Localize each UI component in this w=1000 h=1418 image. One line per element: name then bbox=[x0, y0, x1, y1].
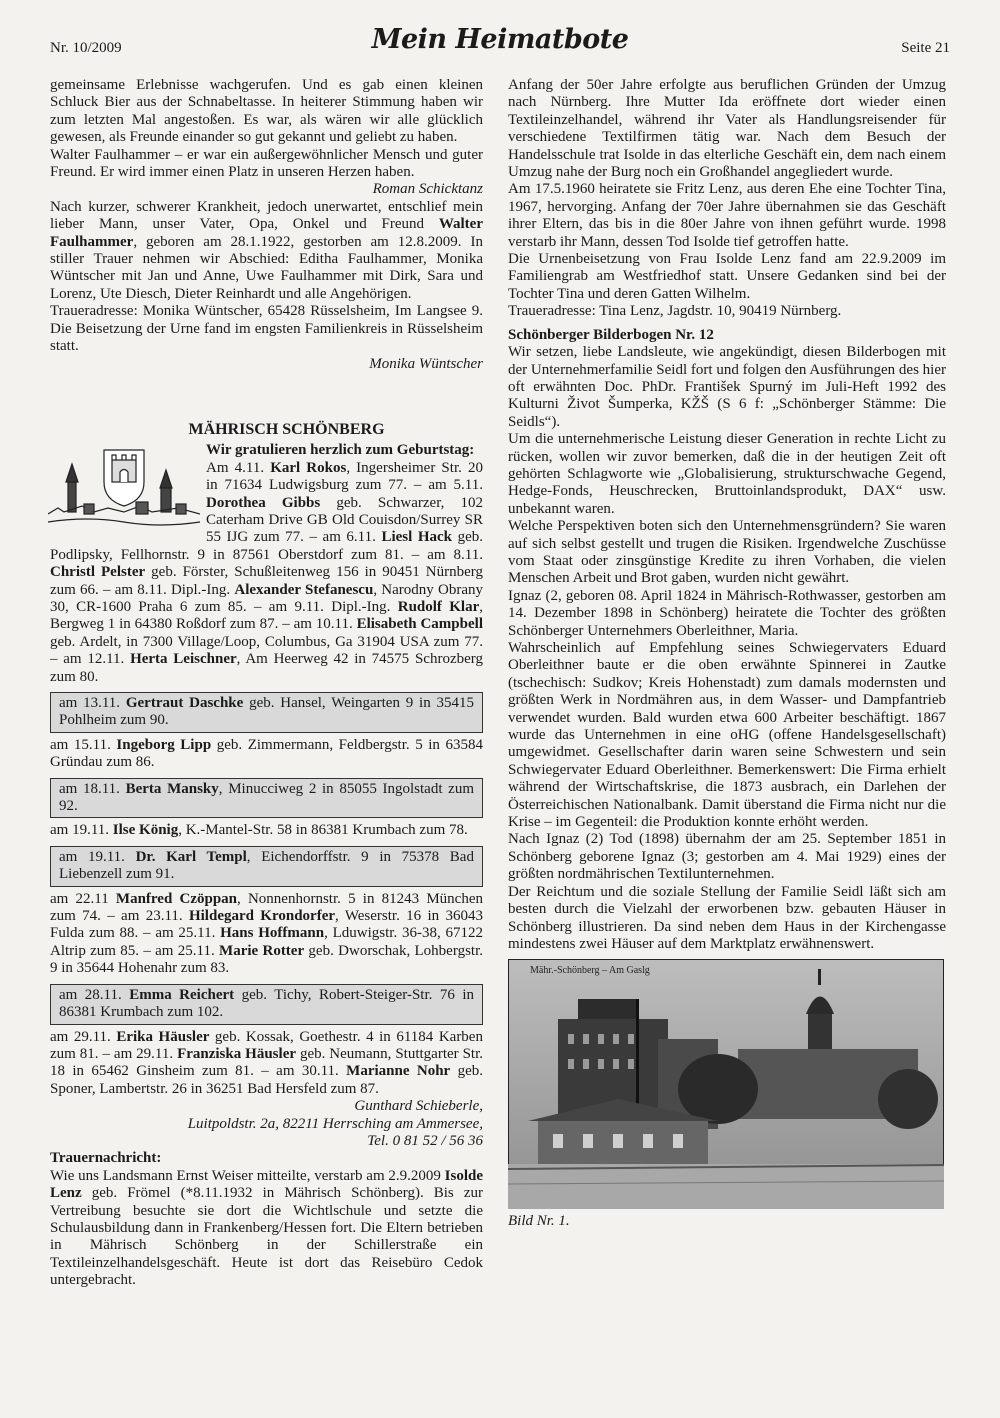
historic-photo bbox=[508, 959, 944, 1209]
trauer-text: Wie uns Landsmann Ernst Weiser mitteilte, verstarb am 2.9.2009 Isolde Lenz geb. Frömel (*8.11.1932 in Mährisch Schönberg). Bis zur Vertreibung besuchte sie dort die Wichtlschule und setzte die Schulausbildung dann in Frankenberg/Hessen fort. Die Eltern betrieben in Mährisch Schönberg in der Schillerstraße ein Textileinzelhandelsgeschäft. Heute ist dort das Reisebüro Cedok untergebracht. bbox=[50, 1167, 483, 1289]
birthday-box-daschke: am 13.11. Gertraut Daschke geb. Hansel, Weingarten 9 in 35415 Pohlheim zum 90. bbox=[50, 692, 483, 733]
lenz-address: Traueradresse: Tina Lenz, Jagdstr. 10, 90419 Nürnberg. bbox=[508, 303, 842, 320]
page-number: Seite 21 bbox=[901, 40, 950, 56]
bilderbogen-text-2: Um die unternehmerische Leistung dieser Generation in rechte Licht zu rücken, wollen wir zuvor bemerken, daß die in der heutigen Zeit oft gehörten Schlagworte wie „Globalisierung, strukturschwache Gegend, Hedge-Fonds, Heuschrecken, Bruttoinlandsprodukt, DAX“ usw. unbekannt waren. bbox=[508, 431, 946, 517]
lenz-text-3: Die Urnenbeisetzung von Frau Isolde Lenz fand am 22.9.2009 im Familiengrab am Westfriedhof statt. Unsere Gedanken sind bei der Tochter Tina und deren Gatten Wilhelm. bbox=[508, 251, 946, 302]
masthead-logo: Mein Heimatbote bbox=[371, 24, 629, 55]
photo-label: Mähr.-Schönberg – Am Gaslg bbox=[530, 965, 650, 977]
lenz-text-2: Am 17.5.1960 heiratete sie Fritz Lenz, aus deren Ehe eine Tochter Tina, 1967, hervorging. Anfang der 70er Jahre übernahmen sie das Geschäft ihrer Eltern, das bis in die 80er Jahre von ihnen geführt wurde. 1998 verstarb ihr Mann, dessen Tod Isolde tief getroffen hatte. bbox=[508, 181, 946, 250]
faulhammer-text-1: gemeinsame Erlebnisse wachgerufen. Und es gab einen kleinen Schluck Bier aus der Schnabeltasse. In heiterer Stimmung haben wir zum letzten Mal angestoßen. Es war, als wären wir alle glücklich gewesen, als Freunde einander so gut gekannt und geliebt zu haben. bbox=[50, 77, 483, 146]
birthday-list-1: Am 4.11. Karl Rokos, Ingersheimer Str. 20 in 71634 Ludwigsburg zum 77. – am 5.11. Dorothea Gibbs geb. Schwarzer, 102 Caterham Drive GB Old Couisdon/Surrey SR 55 IJG zum 77. – am 6.11. Liesl Hack geb. Podlipsky, Fellhornstr. 9 in 87561 Oberstdorf zum 81. – am 8.11. Christl Pelster geb. Förster, Schußleitenweg 156 in 90451 Nürnberg zum 66. – am 8.11. Dipl.-Ing. Alexander Stefanescu, Narodny Obrany 30, CR-1600 Praha 6 zum 85. – am 9.11. Dipl.-Ing. Rudolf Klar, Bergweg 1 in 64380 Roßdorf zum 87. – am 10.11. Elisabeth Campbell geb. Ardelt, in 7300 Village/Loop, Columbus, Ga 31904 USA zum 77. – am 12.11. Herta Leischner, Am Heerweg 42 in 74575 Schrozberg zum 80. bbox=[50, 459, 483, 685]
birthday-list-2: am 22.11 Manfred Czöppan, Nonnenhornstr. 5 in 81243 München zum 74. – am 23.11. Hildegard Krondorfer, Weserstr. 16 in 36043 Fulda zum 88. – am 25.11. Hans Hoffmann, Lduwigstr. 36-38, 67122 Altrip zum 85. – am 25.11. Marie Rotter geb. Dworschak, Lohbergstr. 9 in 35644 Hohenahr zum 83. bbox=[50, 890, 484, 977]
signature-name: Gunthard Schieberle, bbox=[354, 1098, 483, 1115]
faulhammer-text-2: Walter Faulhammer – er war ein außergewöhnlicher Mensch und guter Freund. Er wird immer einen Platz in unseren Herzen haben. bbox=[50, 146, 483, 181]
birthday-koenig: am 19.11. Ilse König, K.-Mantel-Str. 58 in 86381 Krumbach zum 78. bbox=[50, 822, 468, 839]
left-column bbox=[50, 77, 483, 1290]
signature-address: Luitpoldstr. 2a, 82211 Herrsching am Ammersee, bbox=[187, 1115, 483, 1132]
bilderbogen-text-3: Welche Perspektiven boten sich den Unternehmensgründern? Sie waren auf sich selbst gestellt und trugen die Risiken. Irgendwelche Zuschüsse vom Staat oder zinsgünstige Kredite zu ihren Vorhaben, die vielen Menschen Arbeit und Brot gaben, wurden nicht gewährt. bbox=[508, 518, 946, 587]
town-crest-illustration bbox=[48, 442, 200, 534]
birthday-box-reichert: am 28.11. Emma Reichert geb. Tichy, Robert-Steiger-Str. 76 in 86381 Krumbach zum 102. bbox=[50, 984, 483, 1025]
signature-phone: Tel. 0 81 52 / 56 36 bbox=[367, 1132, 483, 1149]
bilderbogen-text-5: Wahrscheinlich auf Empfehlung seines Schwiegervaters Eduard Oberleithner baute er die oben erwähnte Spinnerei in Zautke (tschechisch: Sudkov; Kreis Hohenstadt) zum damals modernsten und größten Werk in Nordmähren aus, in dem Wasser- und Dampfantrieb verwendet wurden. Bald wurden etwa 600 Arbeiter beschäftigt. 1867 wurde das Unternehmen in eine oHG (offene Handelsgesellschaft) umgewidmet. Gesellschafter darin waren seine Schwestern und sein Schwiegervater Eduard Oberleithner. Bemerkenswert: Die Firma erhielt während der Wirtschaftskrise, die 1873 ausbrach, ein Darlehen der Österreichischen Nationalbank. Damit überstand die Firma nicht nur die Krise – im Gegenteil: die Produktion konnte erhöht werden. bbox=[508, 640, 946, 831]
death-notice-signature: Monika Wüntscher bbox=[369, 355, 483, 372]
faulhammer-signature: Roman Schicktanz bbox=[372, 181, 483, 198]
bilderbogen-text-4: Ignaz (2, geboren 08. April 1824 in Mährisch-Rothwasser, gestorben am 14. Dezember 1898 in Schönberg) heiratete die Tochter des größten Schönberger Unternehmers Oberleithner, Maria. bbox=[508, 587, 946, 639]
trauer-heading: Trauernachricht: bbox=[50, 1150, 162, 1167]
photo-caption: Bild Nr. 1. bbox=[508, 1213, 570, 1230]
death-notice-name: Walter Faulhammer bbox=[50, 216, 483, 250]
congrats-heading: Wir gratulieren herzlich zum Geburtstag: bbox=[206, 442, 475, 459]
right-column bbox=[508, 77, 946, 1231]
bilderbogen-text-7: Der Reichtum und die soziale Stellung der Familie Seidl läßt sich am besten durch die Vielzahl der erworbenen bzw. gebauten Häuser in Schönberg illustrieren. Da sind neben dem Haus in der Kirchengasse mindestens zwei Häuser auf dem Marktplatz erwähnenswert. bbox=[508, 883, 946, 952]
section-title: MÄHRISCH SCHÖNBERG bbox=[188, 420, 385, 438]
birthday-box-templ: am 19.11. Dr. Karl Templ, Eichendorffstr. 9 in 75378 Bad Liebenzell zum 91. bbox=[50, 846, 483, 887]
death-notice-text-2: , geboren am 28.1.1922, gestorben am 12.8.2009. In stiller Trauer nehmen wir Abschied: Editha Faulhammer, Monika Wüntscher mit Jan und Anne, Uwe Faulhammer mit Dirk, Sara und Lorenz, Ute Diesch, Dieter Reinhardt und alle Angehörigen. bbox=[50, 233, 483, 302]
bilderbogen-text-1: Wir setzen, liebe Landsleute, wie angekündigt, diesen Bilderbogen mit der Unternehmerfamilie Seidl fort und folgen den Ausführungen des hier oft erwähnten Doc. PhDr. František Spurný im Juli-Heft 1992 des Kulturni Život Šumperka, KŽŠ (S 6 f: „Schönberger Stämme: Die Seidls“). bbox=[508, 344, 946, 430]
birthday-box-mansky: am 18.11. Berta Mansky, Minucciweg 2 in 85055 Ingolstadt zum 92. bbox=[50, 778, 483, 819]
lenz-text-1: Anfang der 50er Jahre erfolgte aus beruflichen Gründen der Umzug nach Nürnberg. Ihre Mutter Ida eröffnete dort wieder einen Textileinzelhandel, während ihr Vater als Handlungsreisender für verschiedene Textilfirmen tätig war. Nach dem Besuch der Handelsschule trat Isolde in das elterliche Geschäft ein, dem nach einem Umzug nahe der Burg noch ein Großhandel angegliedert wurde. bbox=[508, 77, 946, 181]
death-notice bbox=[50, 199, 483, 303]
death-notice-address: Traueradresse: Monika Wüntscher, 65428 Rüsselsheim, Im Langsee 9. Die Beisetzung der Urne fand im engsten Familienkreis in Rüsselsheim statt. bbox=[50, 303, 483, 355]
bilderbogen-heading: Schönberger Bilderbogen Nr. 12 bbox=[508, 326, 714, 343]
bilderbogen-text-6: Nach Ignaz (2) Tod (1898) übernahm der am 25. September 1851 in Schönberg geborene Ignaz (3; gestorben am 4. Mai 1929) eines der größten nordmährischen Textilunternehmen. bbox=[508, 831, 946, 883]
birthday-lipp: am 15.11. Ingeborg Lipp geb. Zimmermann, Feldbergstr. 5 in 63584 Gründau zum 86. bbox=[50, 736, 483, 771]
issue-number: Nr. 10/2009 bbox=[50, 40, 122, 56]
death-notice-text: Nach kurzer, schwerer Krankheit, jedoch unerwartet, entschlief mein lieber Mann, unser Vater, Opa, Onkel und Freund bbox=[50, 198, 483, 233]
birthday-list-3: am 29.11. Erika Häusler geb. Kossak, Goethestr. 4 in 61184 Karben zum 81. – am 29.11. Franziska Häusler geb. Neumann, Stuttgarter Str. 18 in 65462 Ginsheim zum 81. – am 30.11. Marianne Nohr geb. Sponer, Lambertstr. 26 in 36251 Bad Hersfeld zum 87. bbox=[50, 1028, 484, 1097]
